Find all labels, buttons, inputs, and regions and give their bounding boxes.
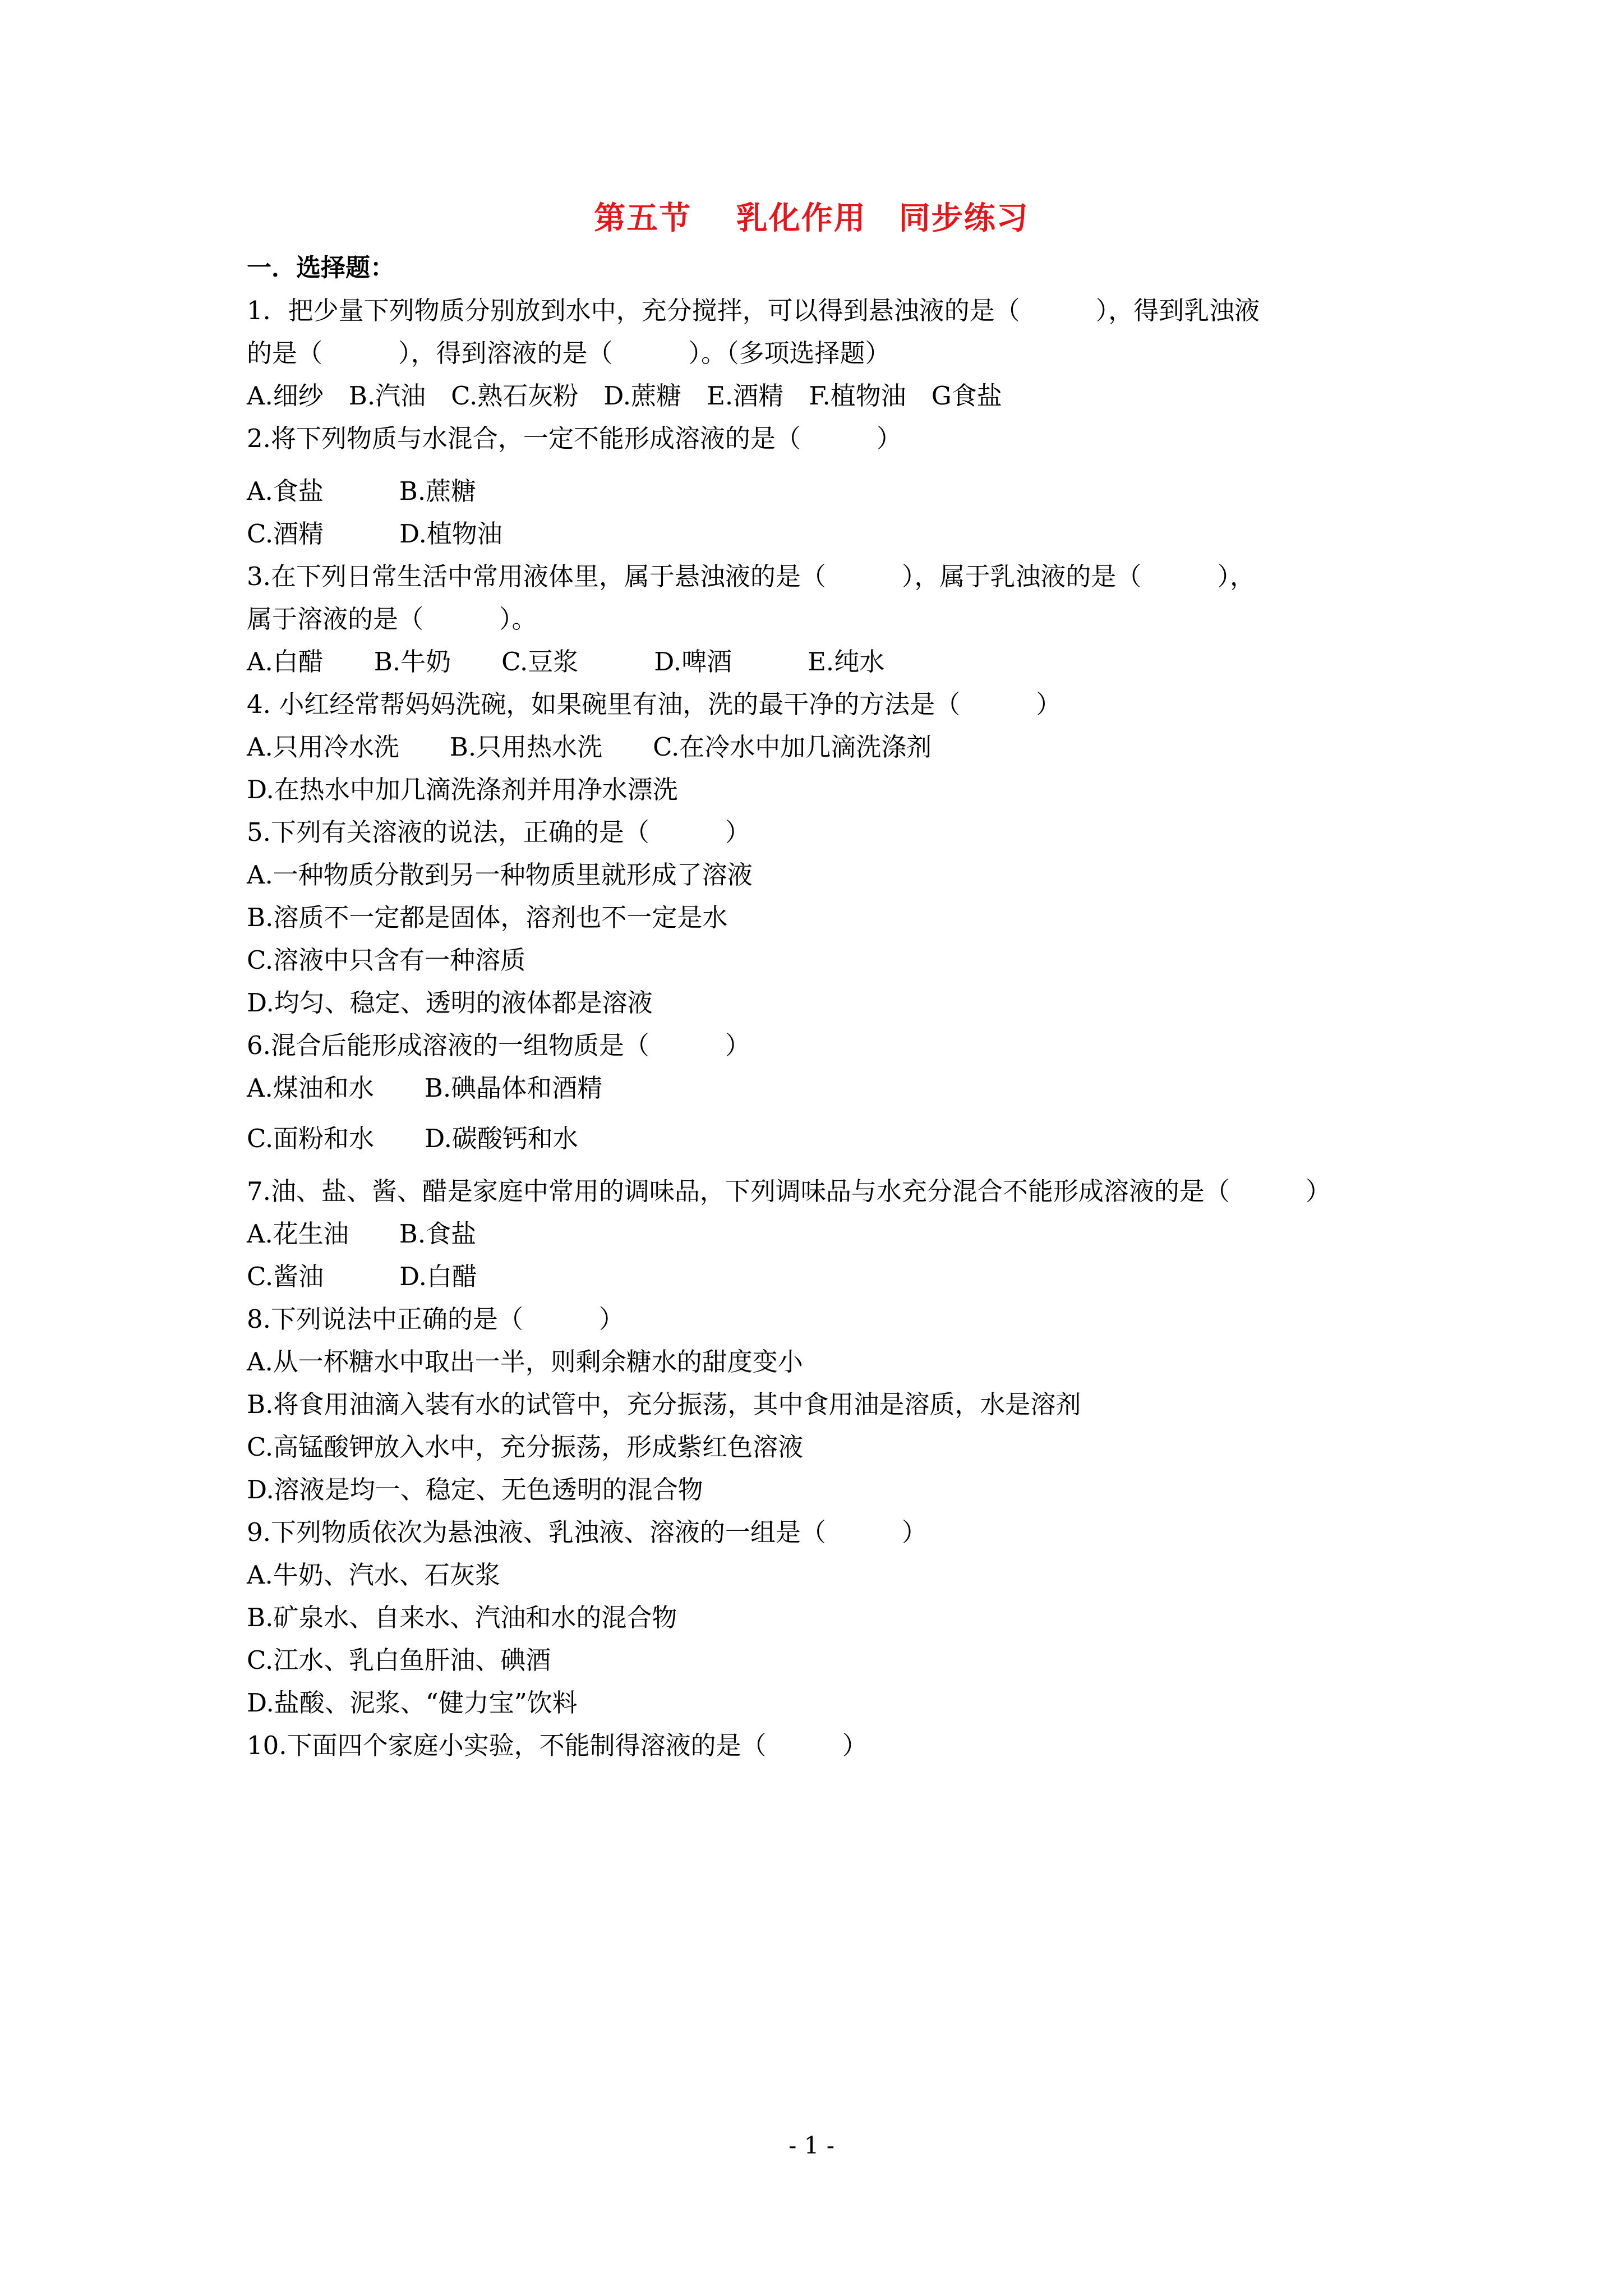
question-1-stem-line-1: 1．把少量下列物质分别放到水中，充分搅拌，可以得到悬浊液的是（ ），得到乳浊液	[247, 296, 1260, 325]
question-1-options: A.细纱 B.汽油 C.熟石灰粉 D.蔗糖 E.酒精 F.植物油 G食盐	[247, 381, 1002, 411]
question-1-stem-line-2: 的是（ ），得到溶液的是（ ）。（多项选择题）	[247, 338, 891, 368]
question-3-options: A.白醋 B.牛奶 C.豆浆 D.啤酒 E.纯水	[247, 647, 885, 677]
question-8-option-a: A.从一杯糖水中取出一半，则剩余糖水的甜度变小	[247, 1347, 803, 1377]
question-7	[247, 1170, 1396, 1298]
question-7-options-row-1: A.花生油 B.食盐	[247, 1219, 477, 1249]
question-5-option-d: D.均匀、稳定、透明的液体都是溶液	[247, 988, 653, 1018]
question-8-option-c: C.高锰酸钾放入水中，充分振荡，形成紫红色溶液	[247, 1432, 804, 1462]
question-9-option-a: A.牛奶、汽水、石灰浆	[247, 1560, 500, 1590]
question-2-options-row-2: C.酒精 D.植物油	[247, 519, 502, 549]
question-5-option-c: C.溶液中只含有一种溶质	[247, 945, 526, 975]
page-title: 第五节 乳化作用 同步练习	[594, 200, 1029, 237]
question-8-option-d: D.溶液是均一、稳定、无色透明的混合物	[247, 1475, 703, 1504]
question-5	[247, 811, 1396, 1024]
question-6-options-row-1: A.煤油和水 B.碘晶体和酒精	[247, 1073, 603, 1103]
question-8-option-b: B.将食用油滴入装有水的试管中，充分振荡，其中食用油是溶质，水是溶剂	[247, 1389, 1081, 1419]
question-2-stem: 2.将下列物质与水混合，一定不能形成溶液的是（ ）	[247, 424, 902, 453]
question-8	[247, 1298, 1396, 1511]
question-5-option-b: B.溶质不一定都是固体，溶剂也不一定是水	[247, 903, 728, 932]
question-9-option-c: C.江水、乳白鱼肝油、碘酒	[247, 1645, 551, 1675]
question-3	[247, 555, 1396, 683]
page-number: - 1 -	[789, 2132, 834, 2159]
question-5-option-a: A.一种物质分散到另一种物质里就形成了溶液	[247, 860, 753, 890]
question-8-stem: 8.下列说法中正确的是（ ）	[247, 1304, 624, 1334]
question-5-stem: 5.下列有关溶液的说法，正确的是（ ）	[247, 817, 750, 847]
question-2-options-row-1: A.食盐 B.蔗糖	[247, 476, 477, 506]
question-4-stem: 4. 小红经常帮妈妈洗碗，如果碗里有油，洗的最干净的方法是（ ）	[247, 689, 1062, 719]
worksheet-body	[247, 247, 1396, 1767]
question-9-stem: 9.下列物质依次为悬浊液、乳浊液、溶液的一组是（ ）	[247, 1517, 927, 1547]
question-1	[247, 289, 1396, 417]
question-3-stem-line-2: 属于溶液的是（ ）。	[247, 604, 537, 634]
question-9	[247, 1511, 1396, 1724]
question-7-stem: 7.油、盐、酱、醋是家庭中常用的调味品，下列调味品与水充分混合不能形成溶液的是（ ）	[247, 1176, 1331, 1206]
question-4-options-row-2: D.在热水中加几滴洗涤剂并用净水漂洗	[247, 775, 678, 804]
question-6-stem: 6.混合后能形成溶液的一组物质是（ ）	[247, 1030, 750, 1060]
question-6-options-row-2: C.面粉和水 D.碳酸钙和水	[247, 1124, 578, 1153]
question-9-option-b: B.矿泉水、自来水、汽油和水的混合物	[247, 1603, 677, 1632]
question-10	[247, 1724, 1396, 1767]
question-2	[247, 417, 1396, 555]
question-7-options-row-2: C.酱油 D.白醋	[247, 1262, 477, 1291]
question-9-option-d: D.盐酸、泥浆、“健力宝”饮料	[247, 1688, 578, 1718]
question-3-stem-line-1: 3.在下列日常生活中常用液体里，属于悬浊液的是（ ），属于乳浊液的是（ ），	[247, 562, 1255, 591]
question-10-stem: 10.下面四个家庭小实验，不能制得溶液的是（ ）	[247, 1731, 868, 1760]
question-4	[247, 683, 1396, 811]
question-4-options-row-1: A.只用冷水洗 B.只用热水洗 C.在冷水中加几滴洗涤剂	[247, 732, 932, 762]
question-6	[247, 1024, 1396, 1160]
section-heading: 一．选择题：	[247, 254, 395, 282]
